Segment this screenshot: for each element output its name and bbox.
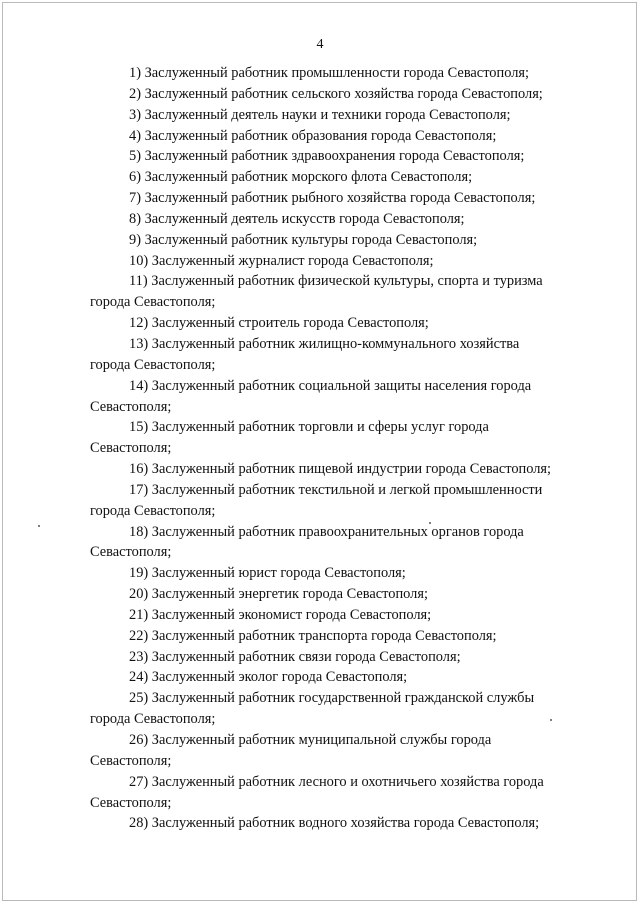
list-item: 1) Заслуженный работник промышленности города Севастополя; [129,65,529,81]
list-item: 23) Заслуженный работник связи города Севастополя; [129,648,461,665]
list-item: 27) Заслуженный работник лесного и охотничьего хозяйства города Севастополя; [90,773,544,811]
scan-speck [550,719,552,721]
list-item: 17) Заслуженный работник текстильной и легкой промышленности города Севастополя; [90,481,543,519]
list-item: 25) Заслуженный работник государственной гражданской службы города Севастополя; [90,690,535,728]
list-item: 16) Заслуженный работник пищевой индустрии города Севастополя; [129,461,552,478]
list-item: 11) Заслуженный работник физической культуры, спорта и туризма города Севастополя; [90,273,543,311]
list-item: 7) Заслуженный работник рыбного хозяйства города Севастополя; [129,190,536,207]
list-item: 10) Заслуженный журналист города Севастополя; [129,252,434,269]
list-item: 28) Заслуженный работник водного хозяйства города Севастополя; [129,815,540,832]
page-number: 4 [316,37,324,52]
list-item: 2) Заслуженный работник сельского хозяйства города Севастополя; [129,85,543,102]
list-item: 12) Заслуженный строитель города Севастополя; [129,315,429,332]
list-item: 9) Заслуженный работник культуры города Севастополя; [129,231,478,248]
list-item: 15) Заслуженный работник торговли и сферы услуг города Севастополя; [90,419,489,457]
list-item: 21) Заслуженный экономист города Севастополя; [129,606,432,623]
scan-speck [429,522,431,524]
list-item: 24) Заслуженный эколог города Севастополя; [129,669,408,686]
list-item: 8) Заслуженный деятель искусств города Севастополя; [129,210,465,227]
list-item: 6) Заслуженный работник морского флота Севастополя; [129,169,473,186]
scan-speck [38,525,40,527]
document-body [90,63,562,834]
list-item: 22) Заслуженный работник транспорта города Севастополя; [129,627,497,644]
list-item: 13) Заслуженный работник жилищно-коммунального хозяйства города Севастополя; [90,335,520,373]
list-item: 14) Заслуженный работник социальной защиты населения города Севастополя; [90,377,532,415]
list-item: 5) Заслуженный работник здравоохранения города Севастополя; [129,148,525,165]
list-item: 4) Заслуженный работник образования города Севастополя; [129,127,497,144]
list-item: 26) Заслуженный работник муниципальной службы города Севастополя; [90,732,492,769]
list-item: 18) Заслуженный работник правоохранительных органов города Севастополя; [90,523,524,561]
list-item: 20) Заслуженный энергетик города Севастополя; [129,586,428,603]
list-item: 3) Заслуженный деятель науки и техники города Севастополя; [129,106,511,123]
list-item: 19) Заслуженный юрист города Севастополя; [129,565,406,582]
